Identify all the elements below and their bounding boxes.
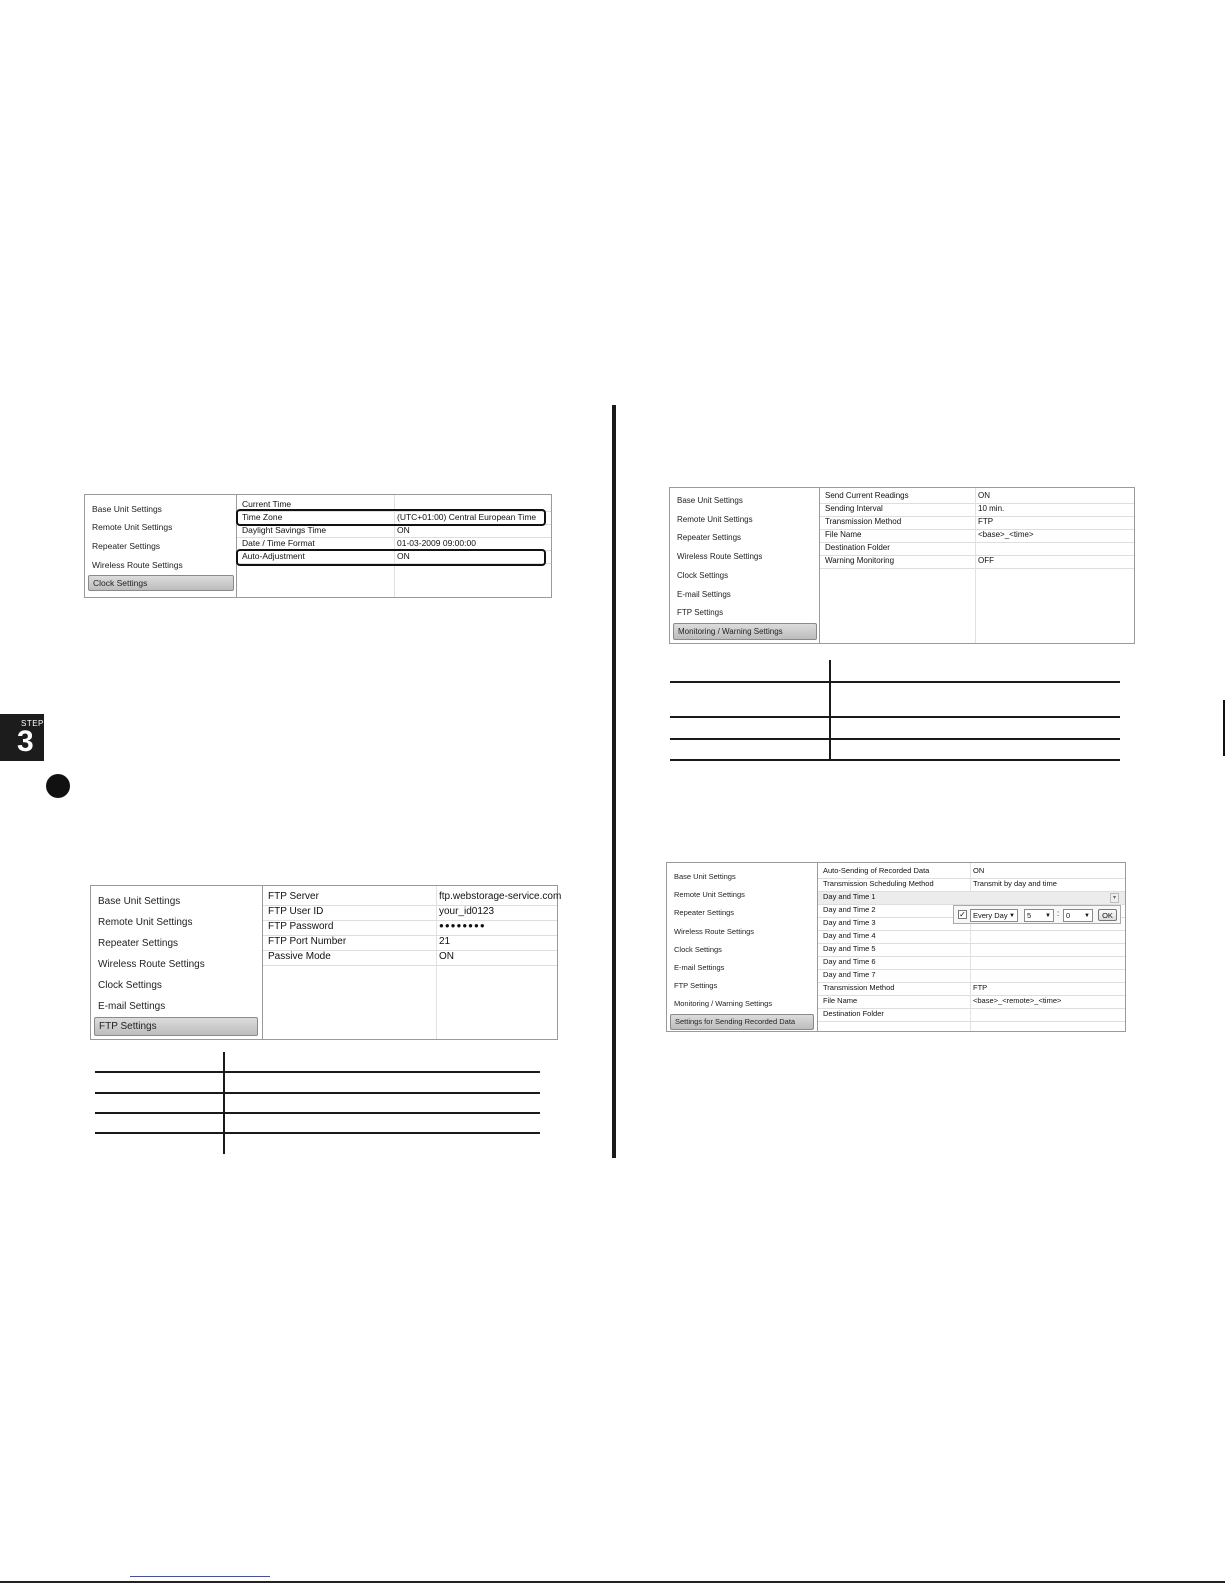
nav-item-ftp[interactable]: FTP Settings	[677, 608, 724, 617]
chevron-down-icon: ▼	[1084, 913, 1090, 919]
row-label: Day and Time 7	[823, 970, 876, 979]
chevron-down-icon: ▼	[1045, 913, 1051, 919]
row-label: Auto-Sending of Recorded Data	[823, 866, 930, 875]
table-column-divider	[223, 1052, 225, 1154]
table-column-divider	[829, 660, 831, 760]
row-transmission-method[interactable]	[820, 517, 1134, 530]
row-transmission-method[interactable]	[818, 983, 1125, 996]
section-bullet	[46, 774, 70, 798]
row-value: FTP	[978, 517, 994, 526]
day-select-value: Every Day	[973, 911, 1008, 920]
row-day-time-7[interactable]	[818, 970, 1125, 983]
table-rule	[95, 1092, 540, 1094]
row-value: ON	[397, 525, 410, 535]
row-label: Destination Folder	[825, 543, 890, 552]
table-rule	[95, 1132, 540, 1134]
minute-select[interactable]	[1063, 909, 1093, 922]
row-label: Destination Folder	[823, 1009, 884, 1018]
row-label: Auto-Adjustment	[242, 551, 305, 561]
row-label: Day and Time 2	[823, 905, 876, 914]
row-label: Day and Time 6	[823, 957, 876, 966]
row-label: Time Zone	[242, 512, 283, 522]
nav-item-clock[interactable]: Clock Settings	[98, 980, 162, 991]
step-label: STEP	[21, 719, 44, 728]
row-value: your_id0123	[439, 906, 495, 917]
chevron-down-icon[interactable]: ▾	[1110, 893, 1119, 903]
step-number: 3	[17, 725, 34, 758]
row-label: FTP Server	[268, 891, 319, 902]
nav-item-repeater[interactable]: Repeater Settings	[92, 541, 161, 551]
row-label: FTP Port Number	[268, 936, 347, 947]
row-label: Daylight Savings Time	[242, 525, 327, 535]
minute-select-value: 0	[1066, 911, 1071, 920]
nav-item-repeater[interactable]: Repeater Settings	[98, 938, 179, 949]
row-value: 10 min.	[978, 504, 1005, 513]
nav-item-base-unit[interactable]: Base Unit Settings	[98, 896, 181, 907]
nav-item-base-unit[interactable]: Base Unit Settings	[674, 872, 736, 881]
nav-item-wireless-route[interactable]: Wireless Route Settings	[677, 552, 763, 561]
row-scheduling-method[interactable]	[818, 879, 1125, 892]
ok-button[interactable]: OK	[1098, 909, 1117, 921]
nav-item-monitoring-selected[interactable]: Monitoring / Warning Settings	[673, 623, 817, 640]
table-rule	[670, 759, 1120, 761]
row-value: ftp.webstorage-service.com	[439, 891, 562, 902]
row-label: Transmission Method	[825, 517, 902, 526]
row-value: FTP	[973, 983, 988, 992]
row-label: Send Current Readings	[825, 491, 909, 500]
row-label: FTP Password	[268, 921, 334, 932]
row-label: Passive Mode	[268, 951, 331, 962]
nav-item-wireless-route[interactable]: Wireless Route Settings	[92, 560, 183, 570]
nav-item-clock-selected[interactable]: Clock Settings	[88, 575, 234, 591]
nav-item-base-unit[interactable]: Base Unit Settings	[677, 496, 743, 505]
row-label: Transmission Method	[823, 983, 895, 992]
chevron-down-icon: ▼	[1009, 913, 1015, 919]
nav-item-base-unit[interactable]: Base Unit Settings	[92, 504, 162, 514]
row-value: (UTC+01:00) Central European Time	[397, 512, 537, 522]
nav-item-remote-unit[interactable]: Remote Unit Settings	[92, 522, 173, 532]
nav-item-wireless-route[interactable]: Wireless Route Settings	[98, 959, 205, 970]
nav-item-ftp[interactable]: FTP Settings	[674, 981, 718, 990]
table-rule	[670, 716, 1120, 718]
row-value: ●●●●●●●●	[439, 921, 486, 930]
nav-item-repeater[interactable]: Repeater Settings	[677, 533, 742, 542]
row-value: ON	[439, 951, 454, 962]
row-label: File Name	[825, 530, 862, 539]
row-file-name[interactable]	[818, 996, 1125, 1009]
nav-item-email[interactable]: E-mail Settings	[674, 963, 725, 972]
nav-item-email[interactable]: E-mail Settings	[98, 1001, 166, 1012]
step-tab	[0, 714, 44, 761]
nav-item-wireless-route[interactable]: Wireless Route Settings	[674, 927, 755, 936]
nav-item-monitoring[interactable]: Monitoring / Warning Settings	[674, 999, 773, 1008]
row-warning-monitoring[interactable]	[820, 556, 1134, 569]
row-value: ON	[978, 491, 990, 500]
table-rule	[670, 681, 1120, 683]
row-day-time-1[interactable]	[818, 892, 1125, 905]
row-destination-folder[interactable]	[818, 1009, 1125, 1022]
row-label: Warning Monitoring	[825, 556, 895, 565]
row-passive-mode[interactable]	[263, 951, 557, 966]
row-ftp-port[interactable]	[263, 936, 557, 951]
row-sending-interval[interactable]	[820, 504, 1134, 517]
footer-rule	[0, 1581, 1225, 1583]
nav-item-email[interactable]: E-mail Settings	[677, 590, 731, 599]
time-separator: :	[1057, 909, 1060, 918]
row-value: ON	[397, 551, 410, 561]
settings-nav	[667, 863, 818, 1031]
nav-item-clock[interactable]: Clock Settings	[674, 945, 722, 954]
table-rule	[670, 738, 1120, 740]
table-rule	[95, 1071, 540, 1073]
nav-item-remote-unit[interactable]: Remote Unit Settings	[98, 917, 193, 928]
row-label: File Name	[823, 996, 858, 1005]
nav-item-recorded-data-selected[interactable]: Settings for Sending Recorded Data	[670, 1014, 814, 1030]
settings-nav	[670, 488, 820, 643]
row-ftp-user-id[interactable]	[263, 906, 557, 921]
settings-grid	[263, 886, 562, 1039]
row-value: ON	[973, 866, 985, 875]
row-file-name[interactable]	[820, 530, 1134, 543]
row-send-current-readings[interactable]	[820, 491, 1134, 504]
settings-grid	[820, 488, 1134, 643]
nav-item-remote-unit[interactable]: Remote Unit Settings	[674, 890, 745, 899]
row-daylight-savings[interactable]	[237, 525, 551, 538]
column-divider	[612, 405, 616, 1158]
recorded-data-settings-panel	[666, 862, 1126, 1032]
row-value: <base>_<time>	[978, 530, 1034, 539]
hour-select[interactable]	[1024, 909, 1054, 922]
row-auto-sending[interactable]	[818, 866, 1125, 879]
row-value: 01-03-2009 09:00:00	[397, 538, 476, 548]
row-label: Day and Time 5	[823, 944, 876, 953]
schedule-enabled-checkbox[interactable]: ✓	[959, 910, 966, 919]
row-label: FTP User ID	[268, 906, 324, 917]
settings-nav	[85, 495, 237, 597]
row-value: <base>_<remote>_<time>	[973, 996, 1062, 1005]
row-value: OFF	[978, 556, 994, 565]
hour-select-value: 5	[1027, 911, 1032, 920]
row-ftp-server[interactable]	[263, 891, 562, 906]
highlight-time-zone	[236, 509, 546, 526]
table-rule	[95, 1112, 540, 1114]
settings-nav	[91, 886, 263, 1039]
row-label: Current Time	[242, 499, 292, 509]
row-day-time-5[interactable]	[818, 944, 1125, 957]
nav-item-repeater[interactable]: Repeater Settings	[674, 908, 735, 917]
row-value: Transmit by day and time	[973, 879, 1057, 888]
row-ftp-password[interactable]	[263, 921, 557, 936]
row-day-time-6[interactable]	[818, 957, 1125, 970]
footer-link-underline[interactable]	[130, 1576, 270, 1577]
highlight-auto-adjustment	[236, 549, 546, 566]
row-destination-folder[interactable]	[820, 543, 1134, 556]
nav-item-remote-unit[interactable]: Remote Unit Settings	[677, 515, 753, 524]
row-label: Transmission Scheduling Method	[823, 879, 934, 888]
day-select[interactable]	[970, 909, 1018, 922]
row-label: Day and Time 3	[823, 918, 876, 927]
row-label: Day and Time 1	[823, 892, 876, 901]
nav-item-clock[interactable]: Clock Settings	[677, 571, 729, 580]
row-label: Date / Time Format	[242, 538, 315, 548]
ftp-settings-panel	[90, 885, 562, 1040]
nav-item-ftp-selected[interactable]: FTP Settings	[94, 1017, 258, 1036]
schedule-popup	[953, 905, 1121, 924]
settings-grid	[818, 863, 1125, 1031]
row-day-time-4[interactable]	[818, 931, 1125, 944]
row-value: 21	[439, 936, 451, 947]
row-label: Sending Interval	[825, 504, 883, 513]
monitoring-settings-panel	[669, 487, 1135, 644]
row-label: Day and Time 4	[823, 931, 876, 940]
